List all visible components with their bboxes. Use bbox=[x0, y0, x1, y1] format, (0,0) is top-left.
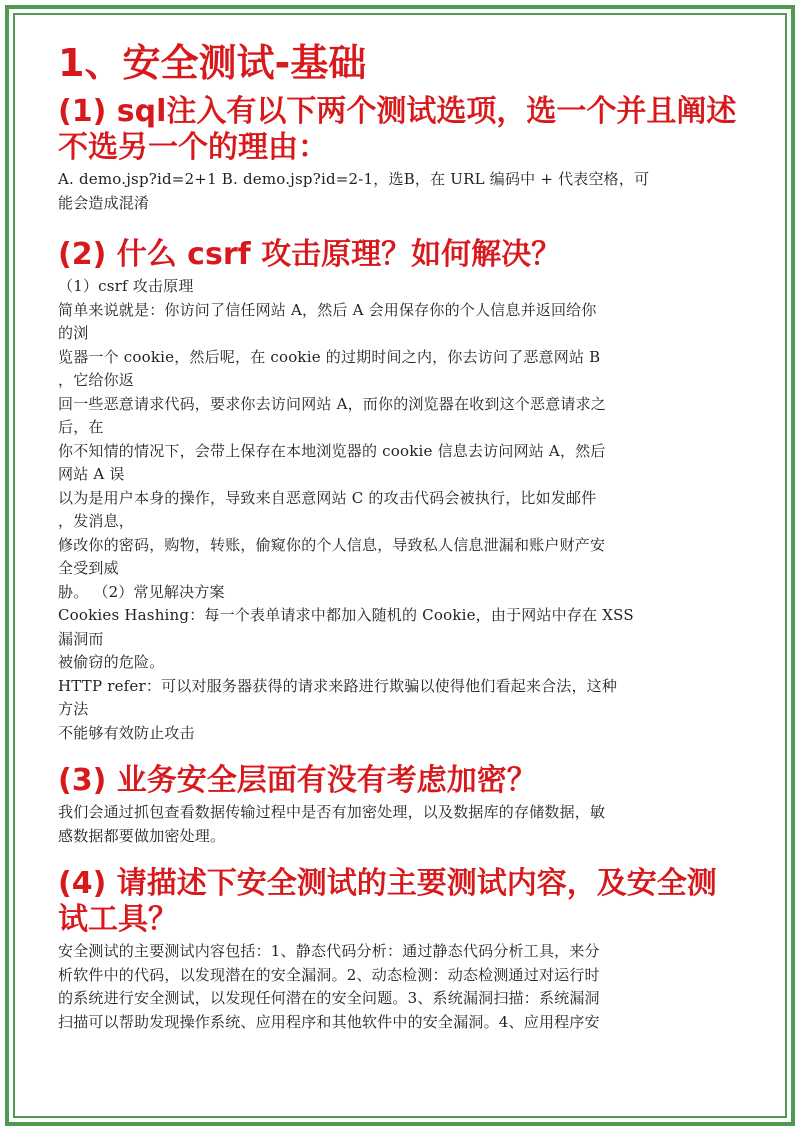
text-line: 胁。 （2）常见解决方案 bbox=[58, 582, 225, 601]
text-line: Cookies Hashing：每一个表单请求中都加入随机的 Cookie，由于网站中存在 XSS bbox=[58, 606, 634, 624]
text-line: 我们会通过抓包查看数据传输过程中是否有加密处理，以及数据库的存储数据，敏 bbox=[58, 803, 606, 821]
text-line: 回一些恶意请求代码，要求你去访问网站 A，而你的浏览器在收到这个恶意请求之 bbox=[58, 394, 607, 413]
text-line: 览器一个 cookie，然后呢，在 cookie 的过期时间之内，你去访问了恶意网站 B bbox=[58, 347, 601, 366]
text-line: 网站 A 误 bbox=[58, 465, 125, 483]
section-csrf bbox=[58, 237, 742, 745]
text-line: ，它给你返 bbox=[58, 371, 135, 389]
text-line: 被偷窃的危险。 bbox=[58, 653, 165, 671]
text-line: 简单来说就是：你访问了信任网站 A，然后 A 会用保存你的个人信息并返回给你 bbox=[58, 300, 597, 319]
text-line: 的浏 bbox=[58, 324, 89, 342]
text-line: 能会造成混淆 bbox=[58, 193, 150, 212]
question-title: (1) sql注入有以下两个测试选项，选一个并且阐述不选另一个的理由： bbox=[58, 94, 737, 165]
text-line: 感数据都要做加密处理。 bbox=[58, 826, 226, 845]
answer-text bbox=[58, 940, 742, 1034]
text-line: 漏洞而 bbox=[58, 629, 104, 648]
text-line: （1）csrf 攻击原理 bbox=[58, 277, 194, 295]
document-content bbox=[58, 36, 742, 1052]
question-title: (2) 什么 csrf 攻击原理？如何解决？ bbox=[58, 237, 562, 272]
text-line: 全受到威 bbox=[58, 559, 119, 577]
question-title: (3) 业务安全层面有没有考虑加密？ bbox=[58, 763, 537, 798]
text-line: HTTP refer：可以对服务器获得的请求来路进行欺骗以使得他们看起来合法，这种 bbox=[58, 676, 618, 695]
text-line: 析软件中的代码，以发现潜在的安全漏洞。2、动态检测：动态检测通过对运行时 bbox=[58, 965, 600, 984]
section-security-testing bbox=[58, 866, 742, 1034]
section-sql-injection bbox=[58, 94, 742, 215]
text-line: 的系统进行安全测试，以发现任何潜在的安全问题。3、系统漏洞扫描：系统漏洞 bbox=[58, 989, 600, 1007]
text-line: 修改你的密码，购物，转账，偷窥你的个人信息，导致私人信息泄漏和账户财产安 bbox=[58, 535, 606, 554]
page-title: 1、安全测试-基础 bbox=[58, 41, 367, 85]
text-line: 你不知情的情况下，会带上保存在本地浏览器的 cookie 信息去访问网站 A，然后 bbox=[58, 441, 606, 460]
text-line: ，发消息， bbox=[58, 512, 135, 530]
answer-text bbox=[58, 168, 742, 215]
text-line: 以为是用户本身的操作，导致来自恶意网站 C 的攻击代码会被执行，比如发邮件 bbox=[58, 488, 597, 507]
answer-text bbox=[58, 801, 742, 848]
text-line: 后，在 bbox=[58, 418, 104, 436]
answer-text bbox=[58, 275, 742, 745]
text-line: 不能够有效防止攻击 bbox=[58, 723, 195, 742]
text-line: A. demo.jsp?id=2+1 B. demo.jsp?id=2-1，选B，在 URL 编码中 + 代表空格，可 bbox=[58, 170, 650, 188]
section-encryption bbox=[58, 763, 742, 848]
text-line: 安全测试的主要测试内容包括：1、静态代码分析：通过静态代码分析工具，来分 bbox=[58, 942, 600, 960]
text-line: 扫描可以帮助发现操作系统、应用程序和其他软件中的安全漏洞。4、应用程序安 bbox=[58, 1012, 600, 1031]
question-title: (4) 请描述下安全测试的主要测试内容，及安全测试工具？ bbox=[58, 866, 717, 937]
text-line: 方法 bbox=[58, 700, 89, 718]
